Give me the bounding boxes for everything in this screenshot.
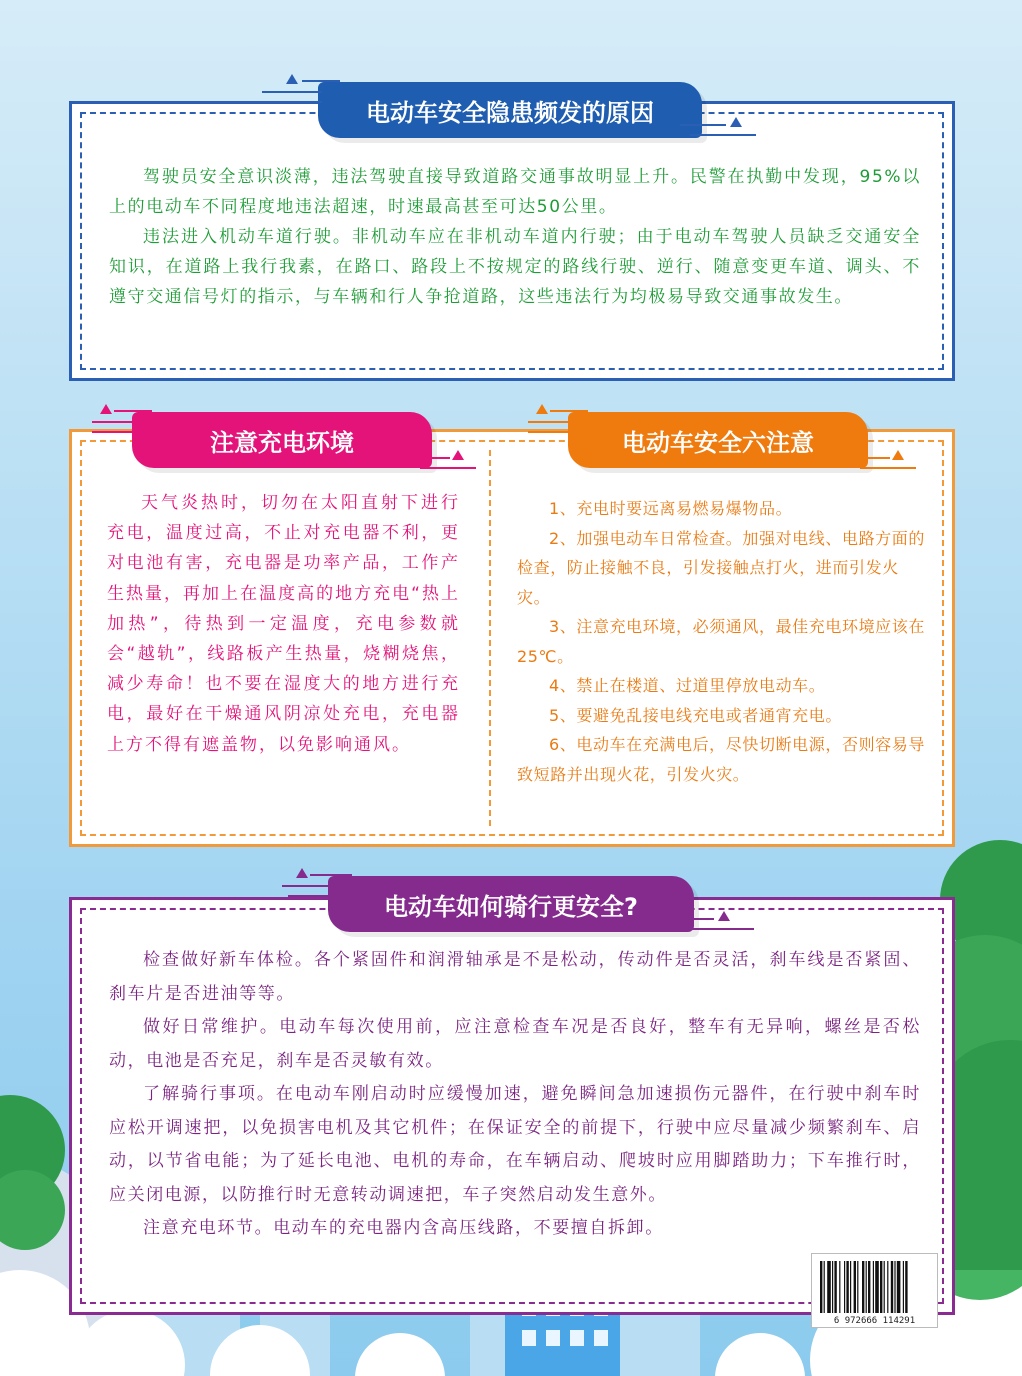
barcode-bar <box>850 1261 851 1313</box>
paragraph: 天气炎热时，切勿在太阳直射下进行充电，温度过高，不止对充电器不利，更对电池有害，充电器是功率产品，工作产生热量，再加上在温度高的地方充电“热上加热”，待热到一定温度，充电参数就会“越轨”，线路板产生热量，烧糊烧焦，减少寿命！也不要在湿度大的地方进行充电，最好在干燥通风阴凉处充电，充电器上方不得有遮盖物，以免影响通风。 <box>107 493 460 755</box>
barcode-bar <box>894 1261 895 1313</box>
list-item: 6、电动车在充满电后，尽快切断电源，否则容易导致短路并出现火花，引发火灾。 <box>517 735 925 784</box>
barcode-bar <box>839 1261 840 1313</box>
causes-title <box>318 82 702 138</box>
safe-riding-title-text: 电动车如何骑行更安全? <box>384 892 638 921</box>
list-item: 4、禁止在楼道、过道里停放电动车。 <box>549 676 826 695</box>
charging-environment-body <box>107 488 460 760</box>
six-notes-title-text: 电动车安全六注意 <box>622 428 814 457</box>
barcode-bar <box>824 1261 825 1313</box>
barcode-bar <box>820 1261 822 1313</box>
charging-panel <box>69 429 955 847</box>
column-divider <box>489 450 491 826</box>
list-item: 2、加强电动车日常检查。加强对电线、电路方面的检查，防止接触不良，引发接触点打火，进而引发火灾。 <box>517 528 925 607</box>
barcode-bar <box>875 1261 879 1313</box>
barcode-bar <box>891 1261 893 1313</box>
barcode-bar <box>857 1261 858 1313</box>
six-notes-body <box>517 494 927 789</box>
barcode-bar <box>866 1261 867 1313</box>
title-decoration <box>528 400 598 440</box>
causes-body <box>109 162 921 312</box>
title-decoration <box>92 400 162 440</box>
list-item: 1、充电时要远离易燃易爆物品。 <box>549 499 793 518</box>
barcode-bar <box>844 1261 845 1313</box>
barcode-bar <box>827 1261 831 1313</box>
title-decoration <box>410 446 480 476</box>
paragraph: 做好日常维护。电动车每次使用前，应注意检查车况是否良好，整车有无异响，螺丝是否松动，电池是否充足，刹车是否灵敏有效。 <box>109 1017 921 1071</box>
paragraph: 注意充电环节。电动车的充电器内含高压线路，不要擅自拆卸。 <box>143 1218 664 1238</box>
charging-environment-title-text: 注意充电环境 <box>210 428 354 457</box>
safe-riding-body <box>109 944 921 1246</box>
barcode-bar <box>903 1261 904 1313</box>
title-decoration <box>678 907 758 937</box>
barcode-bar <box>846 1261 848 1313</box>
left-trees <box>0 1095 65 1250</box>
six-notes-title <box>568 412 868 468</box>
title-decoration <box>262 70 342 110</box>
causes-panel <box>69 101 955 381</box>
barcode-bar <box>832 1261 833 1313</box>
paragraph: 违法进入机动车道行驶。非机动车应在非机动车道内行驶；由于电动车驾驶人员缺乏交通安全知识，在道路上我行我素，在路口、路段上不按规定的路线行驶、逆行、随意变更车道、调头、不遵守交通信号灯的指示，与车辆和行人争抢道路，这些违法行为均极易导致交通事故发生。 <box>109 227 921 307</box>
barcode-bar <box>862 1261 864 1313</box>
barcode-bar <box>905 1261 907 1313</box>
barcode-bar <box>873 1261 874 1313</box>
barcode <box>811 1253 938 1328</box>
paragraph: 了解骑行事项。在电动车刚启动时应缓慢加速，避免瞬间急加速损伤元器件，在行驶中刹车时应松开调速把，以免损害电机及其它机件；在保证安全的前提下，行驶中应尽量减少频繁刹车、启动，以节省电能；为了延长电池、电机的寿命，在车辆启动、爬坡时应用脚踏助力；下车推行时，应关闭电源，以防推行时无意转动调速把，车子突然启动发生意外。 <box>109 1084 921 1205</box>
title-decoration <box>850 446 920 476</box>
barcode-bar <box>834 1261 836 1313</box>
barcode-digits: 6 972666 114291 <box>833 1316 916 1326</box>
paragraph: 检查做好新车体检。各个紧固件和润滑轴承是不是松动，传动件是否灵活，刹车线是否紧固、刹车片是否进油等等。 <box>109 950 921 1004</box>
barcode-bar <box>897 1261 901 1313</box>
barcode-bar <box>868 1261 870 1313</box>
charging-environment-title <box>132 412 432 468</box>
safe-riding-title <box>328 876 694 932</box>
title-decoration <box>282 864 362 904</box>
barcode-bar <box>884 1261 885 1313</box>
barcode-bars <box>812 1257 937 1317</box>
barcode-bar <box>854 1261 856 1313</box>
barcode-bar <box>880 1261 882 1313</box>
paragraph: 驾驶员安全意识淡薄，违法驾驶直接导致道路交通事故明显上升。民警在执勤中发现，95%以上的电动车不同程度地违法超速，时速最高甚至可达50公里。 <box>109 167 921 217</box>
title-decoration <box>680 113 760 143</box>
list-item: 3、注意充电环境，必须通风，最佳充电环境应该在25℃。 <box>517 617 925 666</box>
causes-title-text: 电动车安全隐患频发的原因 <box>366 98 654 127</box>
list-item: 5、要避免乱接电线充电或者通宵充电。 <box>549 705 842 725</box>
barcode-bar <box>887 1261 888 1313</box>
